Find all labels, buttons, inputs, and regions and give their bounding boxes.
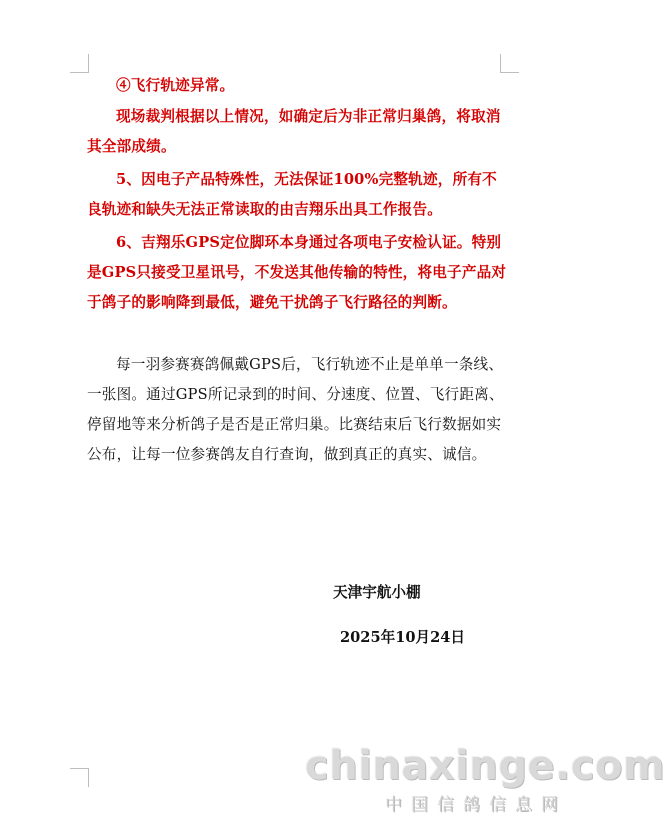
paragraph-gps-certification: 6、吉翔乐GPS定位脚环本身通过各项电子安检认证。特别是GPS只接受卫星讯号，不发送其他传输的特性，将电子产品对于鸽子的影响降到最低，避免干扰鸽子飞行路径的判断。 xyxy=(87,234,507,311)
paragraph-electronics-note: 5、因电子产品特殊性，无法保证100%完整轨迹，所有不良轨迹和缺失无法正常读取的由吉翔乐出具工作报告。 xyxy=(87,171,497,218)
watermark-site-name: 中国信鸽信息网 xyxy=(385,795,567,815)
page-corner-mark xyxy=(70,768,89,787)
paragraph-flight-anomaly: ④飞行轨迹异常。 xyxy=(116,77,235,94)
paragraph-referee-ruling: 现场裁判根据以上情况，如确定后为非正常归巢鸽，将取消其全部成绩。 xyxy=(87,108,501,155)
signature-organization: 天津宇航小棚 xyxy=(333,584,421,601)
paragraph-gps-summary: 每一羽参赛赛鸽佩戴GPS后，飞行轨迹不止是单单一条线、一张图。通过GPS所记录到的时间、分速度、位置、飞行距离、停留地等来分析鸽子是否是正常归巢。比赛结束后飞行数据如实公布，让每一位参赛鸽友自行查询，做到真正的真实、诚信。 xyxy=(87,356,504,463)
site-watermark xyxy=(305,738,665,816)
watermark-domain: chinaxinge.com xyxy=(305,743,665,789)
signature-date: 2025年10月24日 xyxy=(340,629,466,646)
